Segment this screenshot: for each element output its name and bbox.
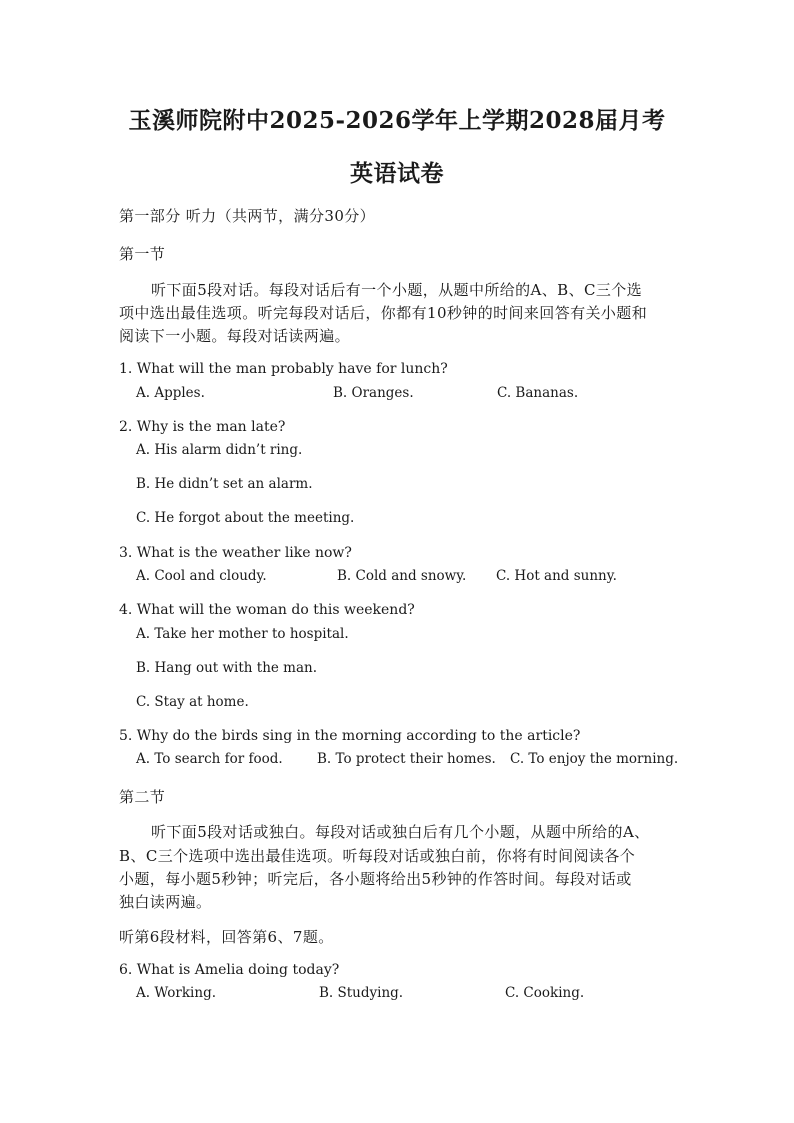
- material-note: 听第6段材料，回答第6、7题。: [119, 928, 334, 946]
- exam-subtitle: 英语试卷: [350, 160, 444, 187]
- exam-title: 玉溪师院附中2025-2026学年上学期2028届月考: [128, 107, 666, 134]
- answer-option: B. He didn’t set an alarm.: [136, 476, 313, 492]
- section1-instruction-line: 听下面5段对话。每段对话后有一个小题，从题中所给的A、B、C三个选: [151, 281, 643, 299]
- section1-instruction-line: 阅读下一小题。每段对话读两遍。: [119, 327, 351, 345]
- answer-option: A. To search for food.: [136, 751, 283, 767]
- question-stem: 4. What will the woman do this weekend?: [119, 602, 415, 618]
- section2-instruction-line: 独白读两遍。: [119, 893, 212, 911]
- section1-instruction-line: 项中选出最佳选项。听完每段对话后，你都有10秒钟的时间来回答有关小题和: [119, 304, 648, 322]
- answer-option: B. Cold and snowy.: [337, 568, 467, 584]
- answer-option: B. Oranges.: [333, 385, 414, 401]
- answer-option: B. Studying.: [319, 985, 404, 1001]
- question-stem: 2. Why is the man late?: [119, 419, 286, 435]
- section1-heading: 第一节: [119, 245, 166, 263]
- section2-instruction-line: 听下面5段对话或独白。每段对话或独白后有几个小题，从题中所给的A、: [151, 823, 650, 841]
- answer-option: C. Bananas.: [497, 385, 579, 401]
- question-stem: 3. What is the weather like now?: [119, 545, 352, 561]
- answer-option: C. Hot and sunny.: [496, 568, 617, 584]
- answer-option: B. Hang out with the man.: [136, 660, 318, 676]
- part1-heading: 第一部分 听力（共两节，满分30分）: [119, 207, 376, 225]
- answer-option: A. Take her mother to hospital.: [136, 626, 349, 642]
- answer-option: A. Apples.: [136, 385, 205, 401]
- section2-instruction-line: 小题，每小题5秒钟；听完后，各小题将给出5秒钟的作答时间。每段对话或: [119, 870, 632, 888]
- section2-heading: 第二节: [119, 788, 166, 806]
- answer-option: A. Cool and cloudy.: [136, 568, 267, 584]
- answer-option: C. He forgot about the meeting.: [136, 510, 355, 526]
- question-stem: 1. What will the man probably have for lunch?: [119, 361, 448, 377]
- answer-option: C. Stay at home.: [136, 694, 249, 710]
- section2-instruction-line: B、C三个选项中选出最佳选项。听每段对话或独白前，你将有时间阅读各个: [119, 847, 636, 865]
- answer-option: A. Working.: [136, 985, 216, 1001]
- question-stem: 5. Why do the birds sing in the morning according to the article?: [119, 728, 581, 744]
- question-stem: 6. What is Amelia doing today?: [119, 962, 340, 978]
- answer-option: B. To protect their homes.: [317, 751, 496, 767]
- answer-option: C. Cooking.: [505, 985, 585, 1001]
- answer-option: C. To enjoy the morning.: [510, 751, 679, 767]
- answer-option: A. His alarm didn’t ring.: [136, 442, 303, 458]
